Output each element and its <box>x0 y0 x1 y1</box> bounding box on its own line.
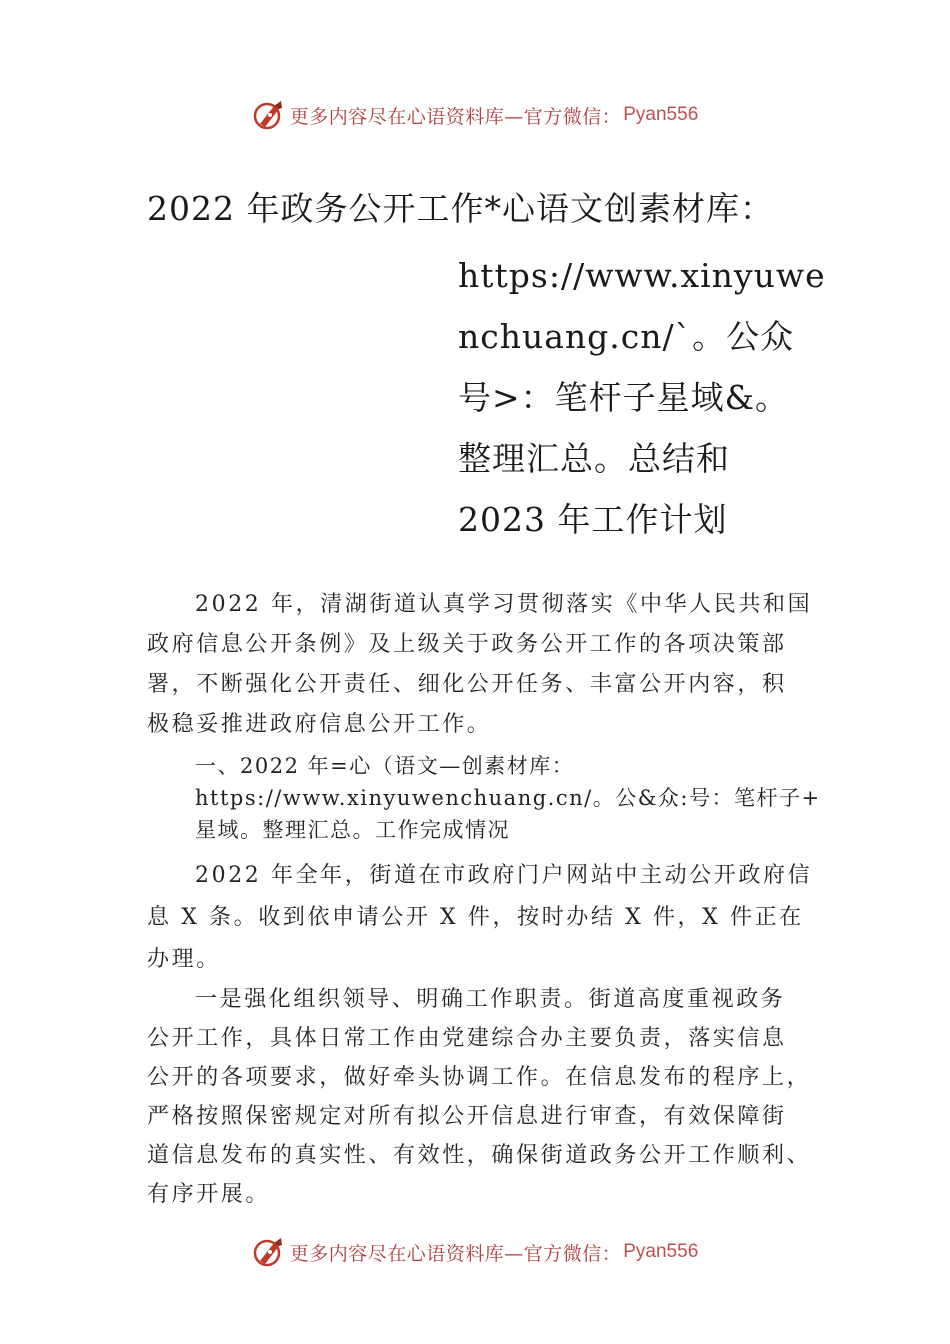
header-banner <box>0 95 950 135</box>
organization-line-6: 有序开展。 <box>147 1182 271 1207</box>
title-line-3: nchuang.cn/`。公众 <box>458 317 795 356</box>
pen-nib-logo-icon <box>252 98 286 132</box>
intro-line-2: 政府信息公开条例》及上级关于政务公开工作的各项决策部 <box>147 632 787 657</box>
title-line-2: https://www.xinyuwe <box>458 256 826 295</box>
section-heading-line-3: 星域。整理汇总。工作完成情况 <box>195 818 510 842</box>
organization-line-2: 公开工作，具体日常工作由党建综合办主要负责，落实信息 <box>147 1026 787 1051</box>
footer-banner-text: 更多内容尽在心语资料库—官方微信： <box>289 1242 622 1265</box>
title-line-5: 整理汇总。总结和 <box>458 439 730 478</box>
section-heading-line-2: https://www.xinyuwenchuang.cn/。公&众:号：笔杆子+ <box>195 786 821 810</box>
pen-nib-logo-icon <box>252 1235 286 1269</box>
summary-line-3: 办理。 <box>147 947 221 972</box>
summary-paragraph <box>147 855 817 981</box>
section-heading-line-1: 一、2022 年=心（语文—创素材库： <box>195 754 575 778</box>
intro-line-3: 署，不断强化公开责任、细化公开任务、丰富公开内容，积 <box>147 672 787 697</box>
organization-paragraph <box>147 980 817 1214</box>
banner-wechat-id: Pyan556 <box>623 104 699 125</box>
intro-line-4: 极稳妥推进政府信息公开工作。 <box>147 712 492 737</box>
summary-line-2: 息 X 条。收到依申请公开 X 件，按时办结 X 件，X 件正在 <box>147 905 804 930</box>
intro-line-1: 2022 年，清湖街道认真学习贯彻落实《中华人民共和国 <box>195 592 813 617</box>
document-title-continuation <box>458 245 826 550</box>
organization-line-1: 一是强化组织领导、明确工作职责。街道高度重视政务 <box>195 987 786 1012</box>
title-line-6: 2023 年工作计划 <box>458 500 728 539</box>
footer-banner-wechat-id: Pyan556 <box>623 1241 699 1262</box>
banner-text: 更多内容尽在心语资料库—官方微信： <box>289 105 622 128</box>
summary-line-1: 2022 年全年，街道在市政府门户网站中主动公开政府信 <box>195 863 813 888</box>
document-title-line-1: 2022 年政务公开工作*心语文创素材库： <box>147 189 774 228</box>
footer-banner <box>0 1232 950 1272</box>
organization-line-4: 严格按照保密规定对所有拟公开信息进行审查，有效保障街 <box>147 1104 787 1129</box>
organization-line-5: 道信息发布的真实性、有效性，确保街道政务公开工作顺利、 <box>147 1143 812 1168</box>
intro-paragraph <box>147 585 817 745</box>
organization-line-3: 公开的各项要求，做好牵头协调工作。在信息发布的程序上， <box>147 1065 812 1090</box>
section-heading <box>147 750 821 846</box>
title-line-4: 号>：笔杆子星域&。 <box>458 378 790 417</box>
